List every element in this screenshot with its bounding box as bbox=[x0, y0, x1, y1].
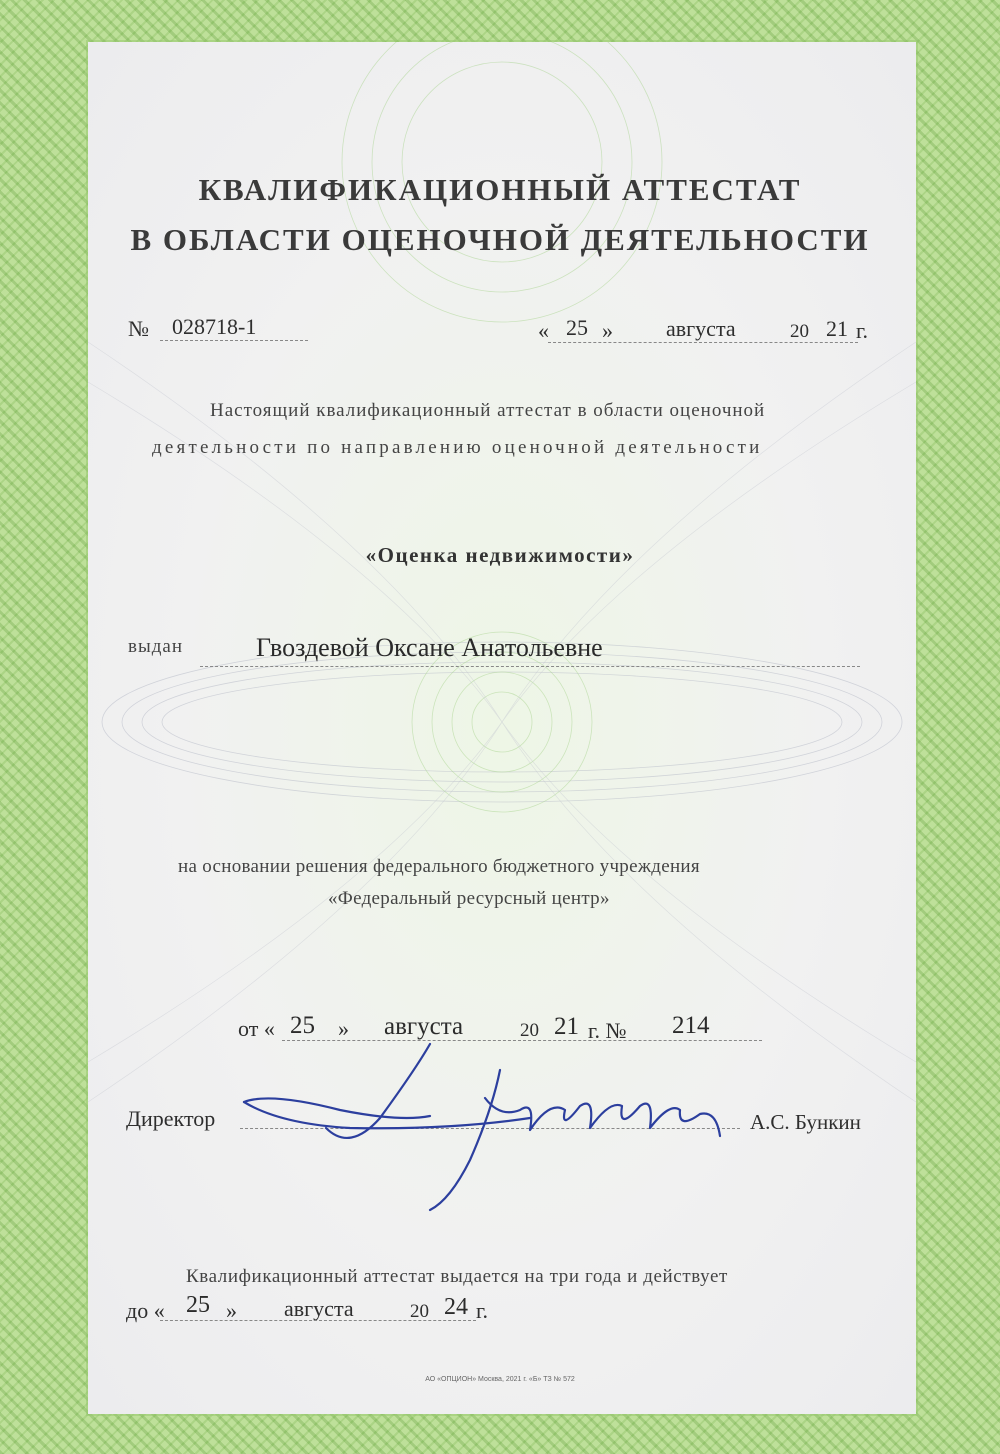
valid-until-year-suffix: 24 bbox=[444, 1294, 468, 1320]
decision-year-prefix: 20 bbox=[520, 1020, 539, 1041]
decision-month: августа bbox=[384, 1013, 464, 1040]
valid-until-month: августа bbox=[284, 1296, 354, 1321]
issue-year-prefix: 20 bbox=[790, 321, 809, 342]
basis-line-1: на основании решения федерального бюджетного учреждения bbox=[178, 856, 700, 877]
valid-until-year-unit: г. bbox=[476, 1298, 489, 1323]
decision-close-quote: » bbox=[338, 1016, 349, 1041]
issue-close-quote: » bbox=[602, 318, 613, 343]
valid-until-prefix: до « bbox=[126, 1298, 165, 1323]
printer-imprint: АО «ОПЦИОН» Москва, 2021 г. «Б» ТЗ № 572 bbox=[425, 1376, 575, 1383]
number-prefix: № bbox=[128, 316, 149, 341]
valid-until-day: 25 bbox=[186, 1292, 210, 1318]
director-name: А.С. Бункин bbox=[750, 1110, 861, 1134]
director-label: Директор bbox=[126, 1106, 216, 1131]
director-signature bbox=[230, 1040, 750, 1220]
validity-text: Квалификационный аттестат выдается на три года и действует bbox=[186, 1266, 728, 1287]
certificate-number: 028718-1 bbox=[172, 314, 257, 339]
intro-line-1: Настоящий квалификационный аттестат в области оценочной bbox=[210, 400, 766, 421]
title-line-2: В ОБЛАСТИ ОЦЕНОЧНОЙ ДЕЯТЕЛЬНОСТИ bbox=[130, 222, 870, 257]
decision-year-unit: г. № bbox=[588, 1018, 627, 1043]
issue-open-quote: « bbox=[538, 318, 549, 343]
title-line-1: КВАЛИФИКАЦИОННЫЙ АТТЕСТАТ bbox=[198, 172, 802, 207]
issued-label: выдан bbox=[128, 636, 184, 657]
basis-line-2: «Федеральный ресурсный центр» bbox=[328, 888, 610, 909]
decision-from-label: от « bbox=[238, 1016, 275, 1041]
issue-year-unit: г. bbox=[856, 318, 869, 343]
valid-until-close-quote: » bbox=[226, 1298, 237, 1323]
issue-day: 25 bbox=[566, 315, 588, 340]
decision-number: 214 bbox=[672, 1012, 710, 1039]
direction-title: «Оценка недвижимости» bbox=[365, 543, 635, 567]
issue-year-suffix: 21 bbox=[826, 316, 848, 341]
intro-line-2: деятельности по направлению оценочной деятельности bbox=[152, 437, 763, 458]
valid-until-year-prefix: 20 bbox=[410, 1301, 429, 1322]
decision-day: 25 bbox=[290, 1012, 315, 1039]
decision-year-suffix: 21 bbox=[554, 1013, 579, 1040]
issue-month: августа bbox=[666, 316, 736, 341]
recipient-name: Гвоздевой Оксане Анатольевне bbox=[256, 633, 603, 662]
